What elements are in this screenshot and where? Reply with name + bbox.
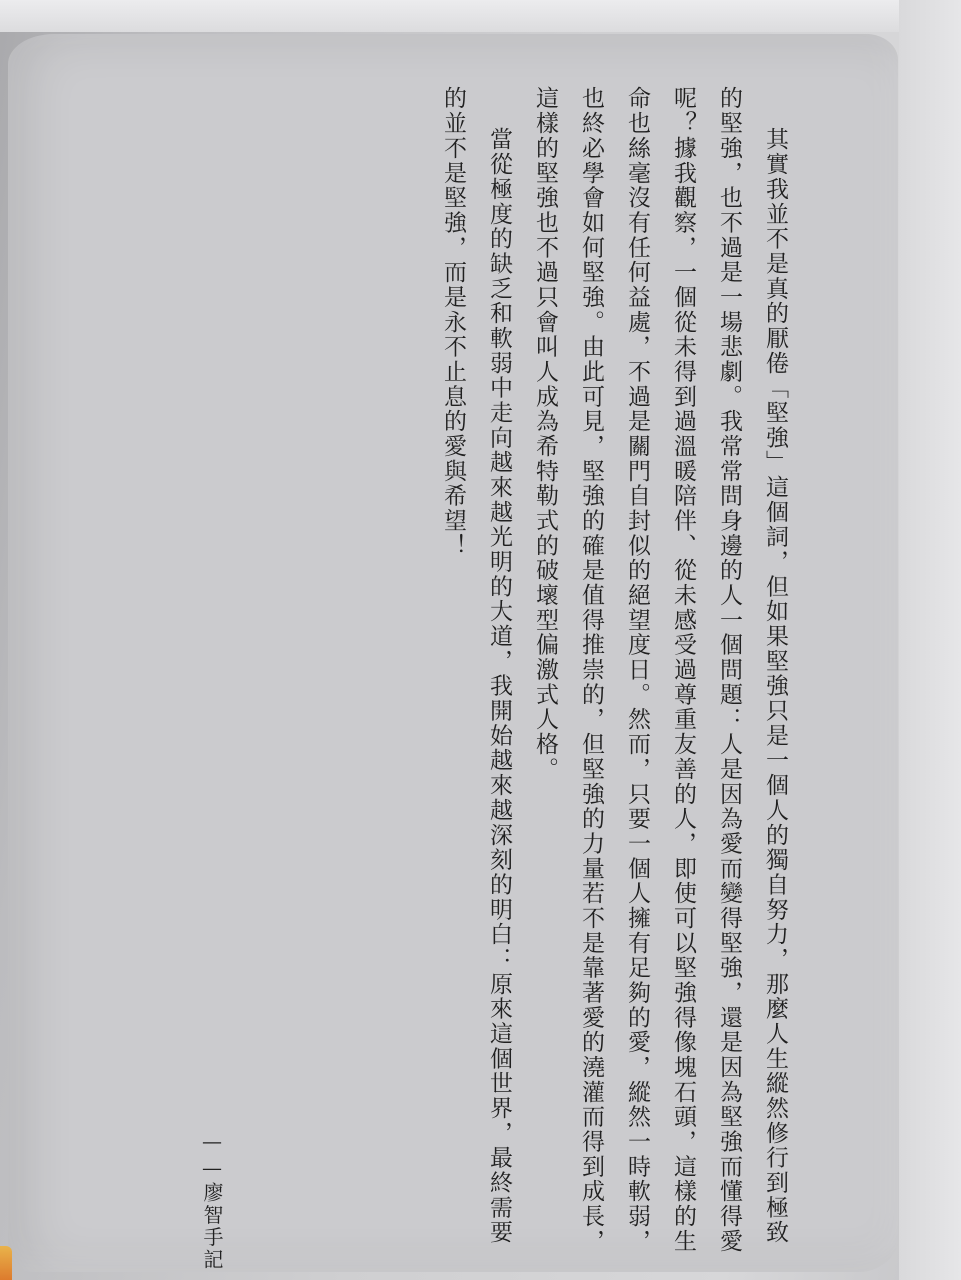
author-signature: ——廖智手記 — [200, 1129, 224, 1272]
text-panel — [8, 34, 898, 1272]
paragraph-2: 當從極度的缺乏和軟弱中走向越來越光明的大道，我開始越來越深刻的明白：原來這個世界，最終需要的並不是堅強，而是永不止息的愛與希望！ — [440, 86, 512, 1246]
page-edge-right — [899, 0, 961, 1280]
text-frame — [278, 86, 798, 1256]
corner-mark — [0, 1246, 12, 1280]
paragraph-1: 其實我並不是真的厭倦「堅強」這個詞，但如果堅強只是一個人的獨自努力，那麼人生縱然修行到極致的堅強，也不過是一場悲劇。我常常問身邊的人一個問題：人是因為愛而變得堅強，還是因為堅強而懂得愛呢？據我觀察，一個從未得到過溫暖陪伴、從未感受過尊重友善的人，即使可以堅強得像塊石頭，這樣的生命也絲毫沒有任何益處，不過是關門自封似的絕望度日。然而，只要一個人擁有足夠的愛，縱然一時軟弱，也終必學會如何堅強。由此可見，堅強的確是值得推崇的，但堅強的力量若不是靠著愛的澆灌而得到成長，這樣的堅強也不過只會叫人成為希特勒式的破壞型偏激式人格。 — [532, 86, 788, 1254]
page-edge-top — [0, 0, 961, 32]
article-body — [278, 86, 798, 1256]
